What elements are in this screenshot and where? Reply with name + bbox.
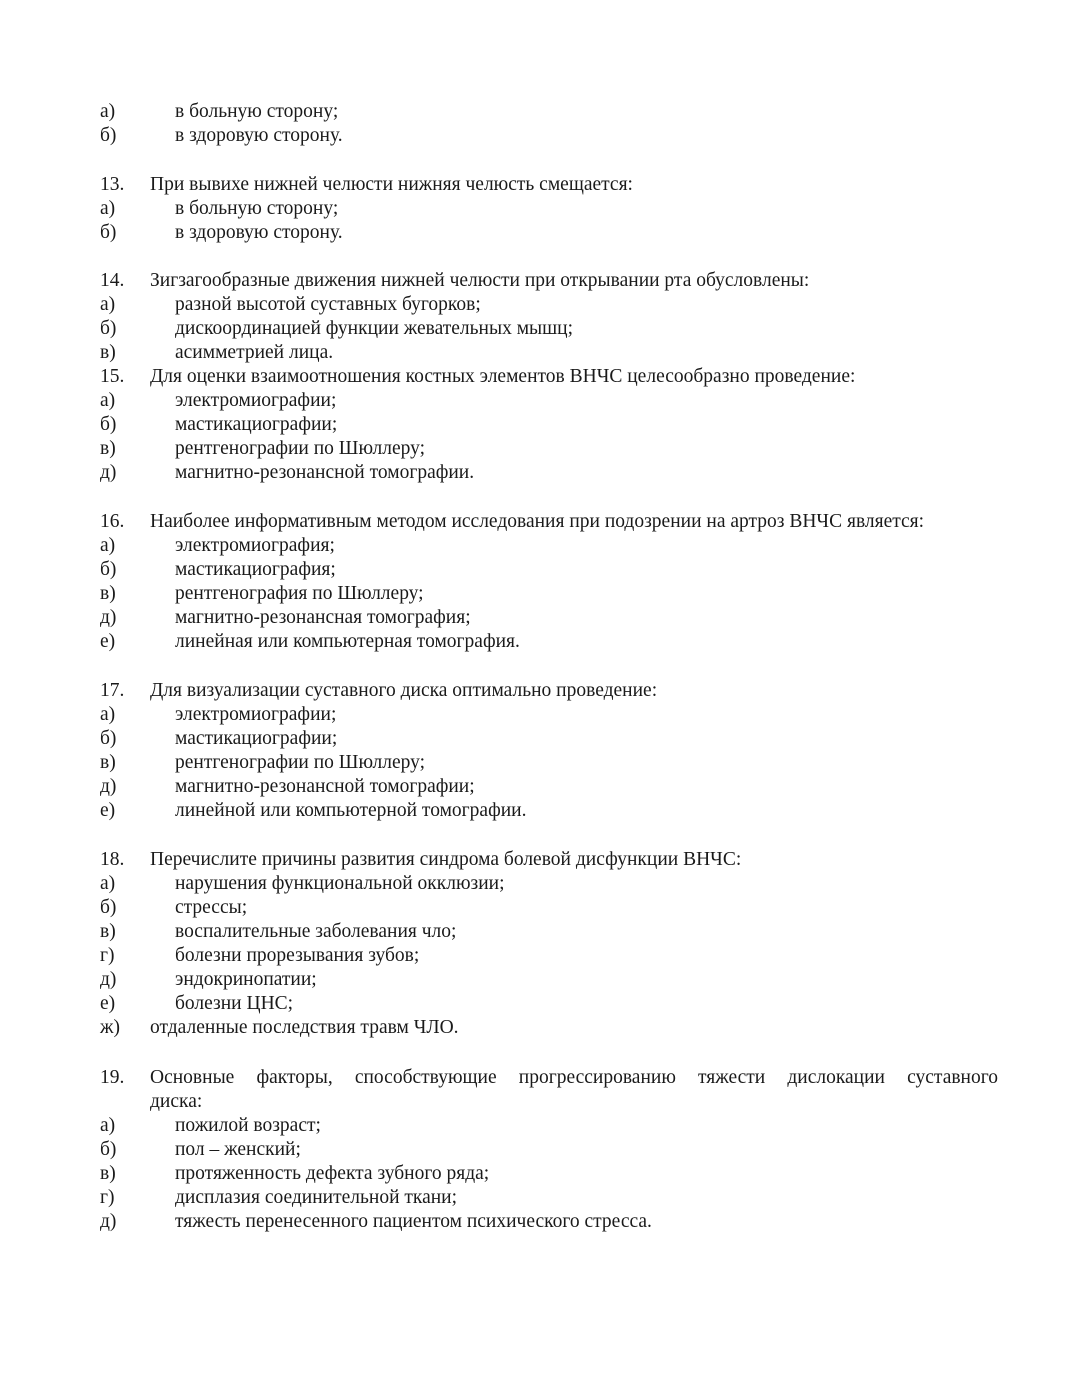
option-text: магнитно-резонансной томографии. xyxy=(175,462,475,483)
option-text: магнитно-резонансная томография; xyxy=(175,607,471,628)
option-label: а) xyxy=(100,101,116,122)
question-number: 19. xyxy=(100,1067,125,1088)
option-label: а) xyxy=(100,1115,116,1136)
option-label: б) xyxy=(100,125,117,146)
option-text: электромиография; xyxy=(175,535,335,556)
option-text: дисплазия соединительной ткани; xyxy=(175,1187,458,1208)
option-label: а) xyxy=(100,704,116,725)
question-text: Наиболее информативным методом исследования при подозрении на артроз ВНЧС является: xyxy=(150,511,925,532)
option-text: нарушения функциональной окклюзии; xyxy=(175,873,505,894)
option-text: протяженность дефекта зубного ряда; xyxy=(175,1163,490,1184)
question-text: При вывихе нижней челюсти нижняя челюсть смещается: xyxy=(150,174,633,195)
question-text: Перечислите причины развития синдрома болевой дисфункции ВНЧС: xyxy=(150,849,742,870)
question-number: 16. xyxy=(100,511,125,532)
option-label: ж) xyxy=(100,1017,120,1038)
option-label: д) xyxy=(100,776,117,797)
option-label: б) xyxy=(100,728,117,749)
question-text: Для визуализации суставного диска оптимально проведение: xyxy=(150,680,658,701)
option-label: г) xyxy=(100,945,115,966)
option-text: электромиографии; xyxy=(175,704,337,725)
option-text: линейная или компьютерная томография. xyxy=(175,631,520,652)
question-text: Зигзагообразные движения нижней челюсти при открывании рта обусловлены: xyxy=(150,270,810,291)
option-label: е) xyxy=(100,993,116,1014)
option-label: б) xyxy=(100,1139,117,1160)
option-text: разной высотой суставных бугорков; xyxy=(175,294,481,315)
option-text: в больную сторону; xyxy=(175,198,339,219)
option-label: д) xyxy=(100,462,117,483)
question-number: 17. xyxy=(100,680,125,701)
option-label: б) xyxy=(100,222,117,243)
option-text: в здоровую сторону. xyxy=(175,125,343,146)
question-text: Для оценки взаимоотношения костных элементов ВНЧС целесообразно проведение: xyxy=(150,366,856,387)
option-text: эндокринопатии; xyxy=(175,969,317,990)
option-label: в) xyxy=(100,438,116,459)
option-label: а) xyxy=(100,535,116,556)
question-text-continuation: диска: xyxy=(150,1091,203,1112)
option-label: г) xyxy=(100,1187,115,1208)
option-text: дискоординацией функции жевательных мышц; xyxy=(175,318,574,339)
option-text: электромиографии; xyxy=(175,390,337,411)
option-text: рентгенографии по Шюллеру; xyxy=(175,752,426,773)
option-text: пожилой возраст; xyxy=(175,1115,321,1136)
option-text: мастикациография; xyxy=(175,559,336,580)
option-label: в) xyxy=(100,752,116,773)
option-text: мастикациографии; xyxy=(175,414,338,435)
question-number: 18. xyxy=(100,849,125,870)
option-text: воспалительные заболевания чло; xyxy=(175,921,457,942)
option-label: в) xyxy=(100,921,116,942)
question-number: 13. xyxy=(100,174,125,195)
option-text: в здоровую сторону. xyxy=(175,222,343,243)
option-label: б) xyxy=(100,414,117,435)
option-label: б) xyxy=(100,318,117,339)
question-text: Основные факторы, способствующие прогрессированию тяжести дислокации суставного xyxy=(150,1067,998,1088)
option-label: а) xyxy=(100,294,116,315)
option-text: отдаленные последствия травм ЧЛО. xyxy=(150,1017,459,1038)
option-label: е) xyxy=(100,631,116,652)
option-text: болезни ЦНС; xyxy=(175,993,294,1014)
option-label: б) xyxy=(100,559,117,580)
option-text: рентгенография по Шюллеру; xyxy=(175,583,424,604)
option-label: д) xyxy=(100,1211,117,1232)
option-text: мастикациографии; xyxy=(175,728,338,749)
question-number: 14. xyxy=(100,270,125,291)
option-label: а) xyxy=(100,390,116,411)
option-label: в) xyxy=(100,1163,116,1184)
option-text: в больную сторону; xyxy=(175,101,339,122)
option-label: в) xyxy=(100,342,116,363)
option-label: в) xyxy=(100,583,116,604)
option-label: д) xyxy=(100,607,117,628)
option-label: д) xyxy=(100,969,117,990)
option-label: б) xyxy=(100,897,117,918)
option-label: а) xyxy=(100,198,116,219)
option-text: пол – женский; xyxy=(175,1139,301,1160)
question-number: 15. xyxy=(100,366,125,387)
option-text: стрессы; xyxy=(175,897,248,918)
option-text: магнитно-резонансной томографии; xyxy=(175,776,475,797)
option-label: е) xyxy=(100,800,116,821)
option-text: линейной или компьютерной томографии. xyxy=(175,800,527,821)
option-text: болезни прорезывания зубов; xyxy=(175,945,420,966)
option-label: а) xyxy=(100,873,116,894)
option-text: тяжесть перенесенного пациентом психического стресса. xyxy=(175,1211,652,1232)
option-text: рентгенографии по Шюллеру; xyxy=(175,438,426,459)
option-text: асимметрией лица. xyxy=(175,342,334,363)
